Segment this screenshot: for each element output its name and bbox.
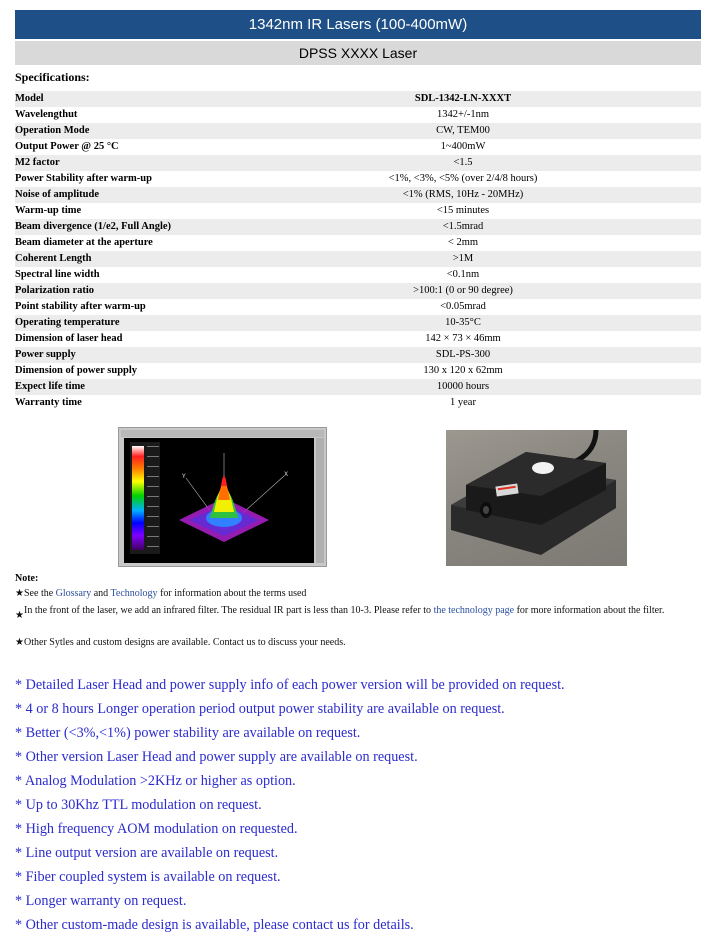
spec-value: <1%, <3%, <5% (over 2/4/8 hours) bbox=[315, 171, 701, 187]
page-title: 1342nm IR Lasers (100-400mW) bbox=[15, 10, 701, 39]
spec-value: < 2mm bbox=[315, 235, 701, 251]
table-row bbox=[15, 155, 701, 171]
spec-value: CW, TEM00 bbox=[315, 123, 701, 139]
specifications-heading: Specifications: bbox=[15, 70, 90, 84]
spec-value: 1342+/-1nm bbox=[315, 107, 701, 123]
spec-value: <0.05mrad bbox=[315, 299, 701, 315]
list-item: * Line output version are available on request. bbox=[15, 845, 279, 861]
note-title: Note: bbox=[15, 573, 39, 584]
table-row bbox=[15, 219, 701, 235]
star-icon: ★ bbox=[15, 588, 24, 599]
spec-value: >1M bbox=[315, 251, 701, 267]
table-row bbox=[15, 187, 701, 203]
spec-label: Dimension of power supply bbox=[15, 363, 315, 379]
specifications-table bbox=[15, 91, 701, 411]
spec-label: Beam divergence (1/e2, Full Angle) bbox=[15, 219, 315, 235]
spec-value: <1% (RMS, 10Hz - 20MHz) bbox=[315, 187, 701, 203]
star-icon: ★ bbox=[15, 610, 24, 621]
spec-label: Point stability after warm-up bbox=[15, 299, 315, 315]
spec-value: 130 x 120 x 62mm bbox=[315, 363, 701, 379]
spec-value: <15 minutes bbox=[315, 203, 701, 219]
list-item: * Detailed Laser Head and power supply info of each power version will be provided on request. bbox=[15, 677, 565, 693]
svg-text:X: X bbox=[284, 471, 289, 478]
spec-value: >100:1 (0 or 90 degree) bbox=[315, 283, 701, 299]
laser-product-photo bbox=[446, 430, 627, 566]
product-subtitle: DPSS XXXX Laser bbox=[15, 41, 701, 65]
table-row bbox=[15, 203, 701, 219]
spec-label: Wavelengthut bbox=[15, 107, 315, 123]
table-row bbox=[15, 299, 701, 315]
spec-value: 1 year bbox=[315, 395, 701, 411]
table-row bbox=[15, 107, 701, 123]
table-row bbox=[15, 171, 701, 187]
spec-label: Noise of amplitude bbox=[15, 187, 315, 203]
technology-page-link[interactable]: the technology page bbox=[433, 605, 515, 616]
spec-label: Power supply bbox=[15, 347, 315, 363]
spec-label: Power Stability after warm-up bbox=[15, 171, 315, 187]
list-item: * Better (<3%,<1%) power stability are available on request. bbox=[15, 725, 361, 741]
spec-value: SDL-PS-300 bbox=[315, 347, 701, 363]
spec-label: Warranty time bbox=[15, 395, 315, 411]
note-ir-filter: ★ In the front of the laser, we add an infrared filter. The residual IR part is less than 10-3. Please refer to the technology page for more information about the filter. bbox=[15, 605, 665, 621]
svg-text:Y: Y bbox=[182, 473, 186, 480]
list-item: * Other version Laser Head and power supply are available on request. bbox=[15, 749, 418, 765]
spec-value: <1.5mrad bbox=[315, 219, 701, 235]
beam-profile-image bbox=[118, 427, 327, 567]
spec-value: 142 × 73 × 46mm bbox=[315, 331, 701, 347]
spec-value: 1~400mW bbox=[315, 139, 701, 155]
table-row bbox=[15, 315, 701, 331]
table-row bbox=[15, 347, 701, 363]
spec-value: 10000 hours bbox=[315, 379, 701, 395]
beam-3d-plot bbox=[124, 438, 314, 563]
spec-label: Model bbox=[15, 91, 315, 107]
table-row bbox=[15, 267, 701, 283]
technology-link[interactable]: Technology bbox=[110, 588, 158, 599]
spec-label: Spectral line width bbox=[15, 267, 315, 283]
list-item: * Other custom-made design is available, please contact us for details. bbox=[15, 917, 414, 933]
table-row bbox=[15, 139, 701, 155]
list-item: * Up to 30Khz TTL modulation on request. bbox=[15, 797, 262, 813]
table-row bbox=[15, 331, 701, 347]
list-item: * 4 or 8 hours Longer operation period output power stability are available on request. bbox=[15, 701, 505, 717]
list-item: * Analog Modulation >2KHz or higher as option. bbox=[15, 773, 296, 789]
profiler-side-panel bbox=[316, 438, 324, 563]
spec-label: Polarization ratio bbox=[15, 283, 315, 299]
profiler-toolbar bbox=[121, 430, 324, 437]
note-custom-designs: ★Other Sytles and custom designs are available. Contact us to discuss your needs. bbox=[15, 637, 346, 648]
table-row bbox=[15, 235, 701, 251]
glossary-link[interactable]: Glossary bbox=[55, 588, 92, 599]
table-row bbox=[15, 251, 701, 267]
spec-label: Expect life time bbox=[15, 379, 315, 395]
profiler-screen bbox=[124, 438, 314, 563]
table-row bbox=[15, 91, 701, 107]
spec-value: SDL-1342-LN-XXXT bbox=[315, 91, 701, 107]
list-item: * Fiber coupled system is available on request. bbox=[15, 869, 281, 885]
table-row bbox=[15, 395, 701, 411]
spec-label: Coherent Length bbox=[15, 251, 315, 267]
note-glossary: ★See the Glossary and Technology for information about the terms used bbox=[15, 588, 307, 599]
table-row bbox=[15, 379, 701, 395]
spec-value: 10-35°C bbox=[315, 315, 701, 331]
list-item: * High frequency AOM modulation on requested. bbox=[15, 821, 298, 837]
table-row bbox=[15, 363, 701, 379]
spec-label: Operating temperature bbox=[15, 315, 315, 331]
spec-label: Operation Mode bbox=[15, 123, 315, 139]
spec-value: <1.5 bbox=[315, 155, 701, 171]
star-icon: ★ bbox=[15, 637, 24, 648]
table-row bbox=[15, 123, 701, 139]
spec-label: M2 factor bbox=[15, 155, 315, 171]
spec-label: Output Power @ 25 °C bbox=[15, 139, 315, 155]
table-row bbox=[15, 283, 701, 299]
spec-label: Beam diameter at the aperture bbox=[15, 235, 315, 251]
list-item: * Longer warranty on request. bbox=[15, 893, 187, 909]
spec-label: Warm-up time bbox=[15, 203, 315, 219]
spec-value: <0.1nm bbox=[315, 267, 701, 283]
spec-label: Dimension of laser head bbox=[15, 331, 315, 347]
